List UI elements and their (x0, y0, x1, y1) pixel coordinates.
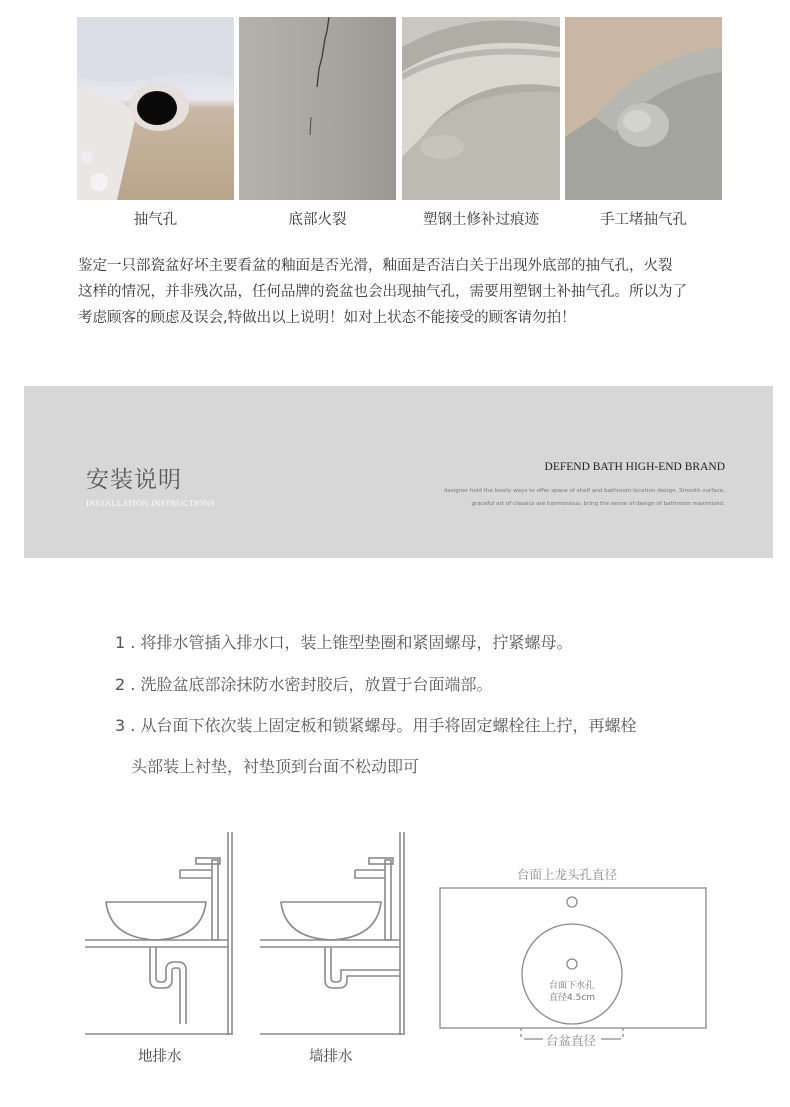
install-step-continued: 头部装上衬垫，衬垫顶到台面不松动即可 (131, 757, 420, 776)
wall-drain-label: 墙排水 (309, 1049, 353, 1065)
brand-description: designer hold the lovely ways to offer space of shelf and bathroom location design. Smooth surface, (443, 488, 725, 494)
banner-title: 安装说明 (86, 467, 182, 493)
basin-diameter-label: 台盆直径 (546, 1033, 597, 1048)
floor-drain-label: 地排水 (138, 1049, 182, 1065)
brand-description: graceful art of classics are harmonious, bring the sense of design of bathroom maximized. (471, 501, 725, 507)
banner-subtitle: INSTALLATION INSTRUCTIONS (86, 498, 215, 508)
photo-air-hole (77, 17, 234, 200)
photo-caption: 抽气孔 (133, 212, 178, 228)
faucet-hole-label: 台面上龙头孔直径 (517, 867, 618, 882)
photo-caption: 塑钢土修补过痕迹 (423, 212, 539, 228)
quality-note-line: 考虑顾客的顾虑及误会,特做出以上说明！如对上状态不能接受的顾客请勿拍！ (78, 310, 576, 326)
install-step: 3 . 从台面下依次装上固定板和锁紧螺母。用手将固定螺栓往上拧，再螺栓 (115, 716, 637, 735)
photo-caption: 手工堵抽气孔 (600, 212, 687, 228)
photo-bottom-crack (239, 17, 396, 200)
brand-name: DEFEND BATH HIGH-END BRAND (544, 461, 725, 473)
photo-caption: 底部火裂 (288, 212, 347, 228)
photo-repair-trace (402, 17, 560, 200)
quality-note-line: 鉴定一只部瓷盆好坏主要看盆的釉面是否光滑，釉面是否洁白关于出现外底部的抽气孔，火裂 (78, 258, 673, 274)
install-step: 1 . 将排水管插入排水口，装上锥型垫圈和紧固螺母，拧紧螺母。 (115, 633, 573, 652)
wall-drain-diagram (255, 830, 415, 1040)
floor-drain-diagram (80, 830, 240, 1040)
drain-hole-label: 台面下水孔 (549, 981, 595, 991)
photo-hand-plugged-hole (565, 17, 722, 200)
countertop-hole-diagram (435, 860, 715, 1050)
quality-note-line: 这样的情况，并非残次品，任何品牌的瓷盆也会出现抽气孔，需要用塑钢土补抽气孔。所以为了 (78, 284, 687, 300)
drain-diameter-label: 直径4.5cm (549, 993, 596, 1003)
installation-banner (24, 386, 773, 558)
install-step: 2 . 洗脸盆底部涂抹防水密封胶后，放置于台面端部。 (115, 675, 493, 694)
